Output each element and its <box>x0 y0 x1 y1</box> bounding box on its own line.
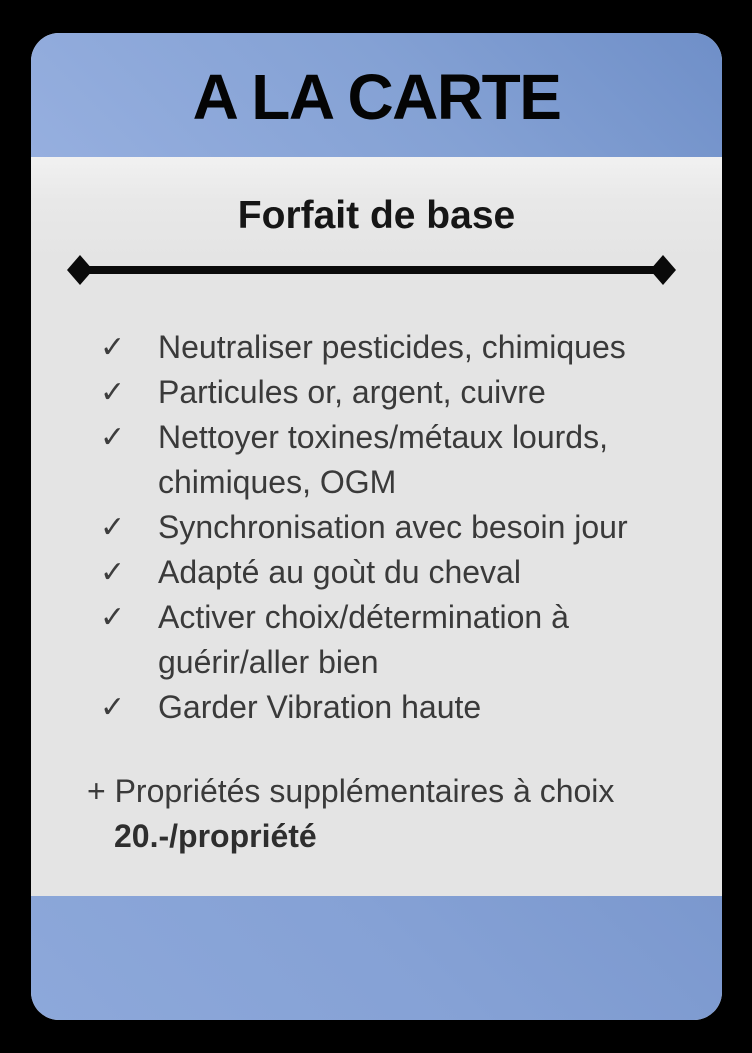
feature-list <box>100 325 692 730</box>
check-icon: ✓ <box>100 511 126 544</box>
feature-text: Nettoyer toxines/métaux lourds, chimiques, OGM <box>158 419 608 500</box>
feature-item <box>100 370 692 415</box>
card-footer <box>31 896 722 1020</box>
check-icon: ✓ <box>100 601 126 634</box>
feature-text: Neutraliser pesticides, chimiques <box>158 329 626 365</box>
check-icon: ✓ <box>100 421 126 454</box>
left-diamond-icon <box>67 255 93 285</box>
feature-text: Adapté au goùt du cheval <box>158 554 521 590</box>
diamond-rule <box>31 250 722 290</box>
card-body <box>31 157 722 896</box>
feature-item <box>100 685 692 730</box>
feature-item <box>100 505 692 550</box>
feature-item <box>100 325 692 370</box>
package-subtitle: Forfait de base <box>237 194 516 237</box>
feature-text: Particules or, argent, cuivre <box>158 374 546 410</box>
check-icon: ✓ <box>100 331 126 364</box>
feature-item <box>100 550 692 595</box>
extras-price: 20.-/propriété <box>114 818 317 854</box>
feature-text: Activer choix/détermination à guérir/aller bien <box>158 599 569 680</box>
feature-item <box>100 415 692 505</box>
card-header <box>31 33 722 157</box>
feature-text: Synchronisation avec besoin jour <box>158 509 628 545</box>
right-diamond-icon <box>650 255 676 285</box>
feature-item <box>100 595 692 685</box>
extras-line: + Propriétés supplémentaires à choix <box>87 773 615 809</box>
pricing-card <box>31 33 722 1020</box>
check-icon: ✓ <box>100 691 126 724</box>
check-icon: ✓ <box>100 556 126 589</box>
extras-note <box>87 769 614 859</box>
check-icon: ✓ <box>100 376 126 409</box>
card-title: A LA CARTE <box>192 61 561 133</box>
feature-text: Garder Vibration haute <box>158 689 482 725</box>
